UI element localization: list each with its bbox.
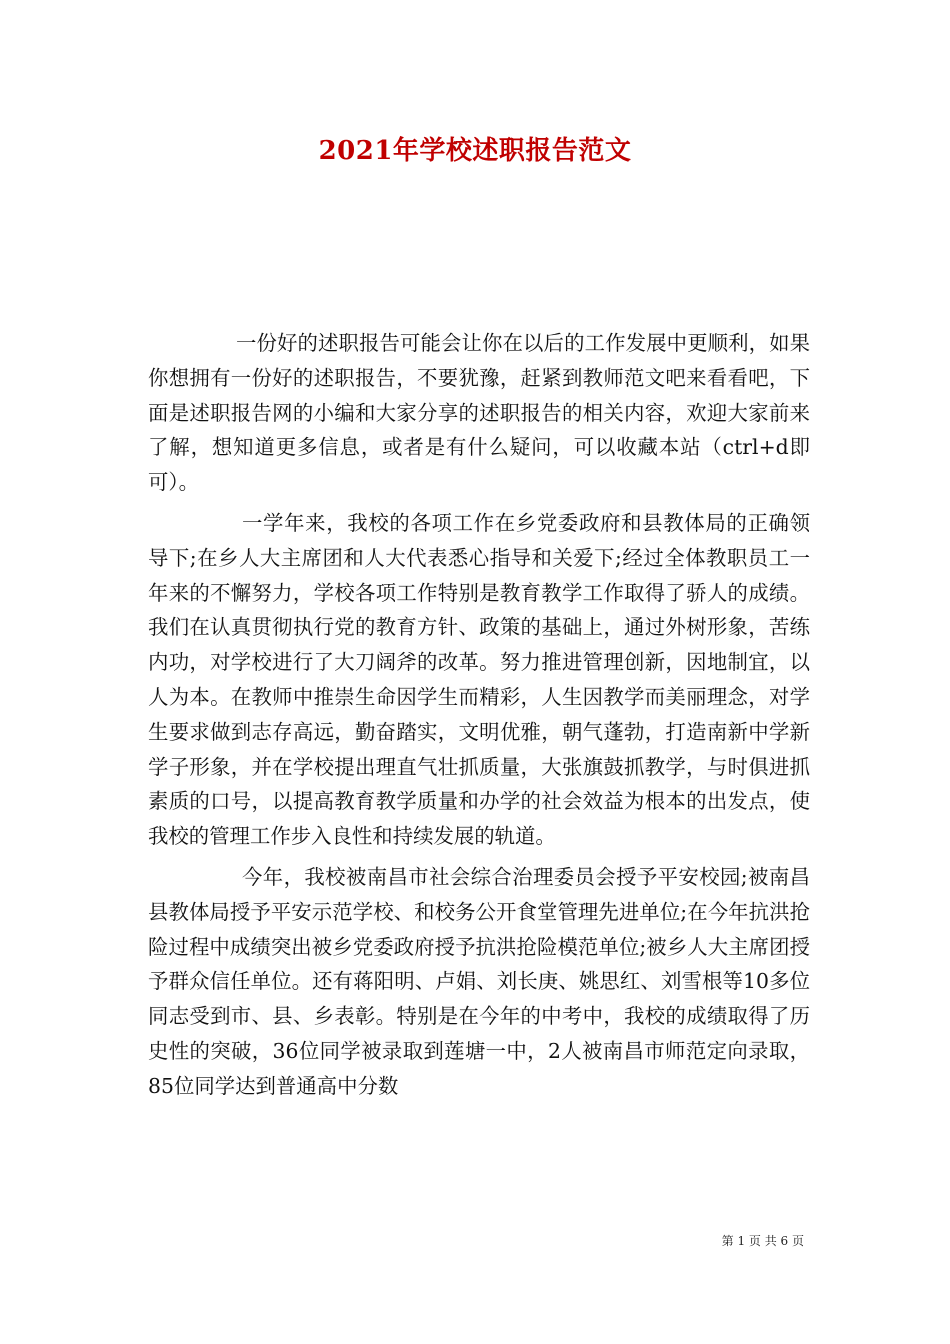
document-title: 2021年学校述职报告范文 [318, 136, 632, 166]
document-body [148, 326, 810, 1110]
paragraph-achievements: 今年，我校被南昌市社会综合治理委员会授予平安校园;被南昌县教体局授予平安示范学校、和校务公开食堂管理先进单位;在今年抗洪抢险过程中成绩突出被乡党委政府授予抗洪抢险模范单位;被乡人大主席团授予群众信任单位。还有蒋阳明、卢娟、刘长庚、姚思红、刘雪根等10多位同志受到市、县、乡表彰。特别是在今年的中考中，我校的成绩取得了历史性的突破，36位同学被录取到莲塘一中，2人被南昌市师范定向录取，85位同学达到普通高中分数 [148, 864, 810, 1098]
paragraph-intro: 一份好的述职报告可能会让你在以后的工作发展中更顺利，如果你想拥有一份好的述职报告，不要犹豫，赶紧到教师范文吧来看看吧，下面是述职报告网的小编和大家分享的述职报告的相关内容，欢迎大家前来了解，想知道更多信息，或者是有什么疑问，可以收藏本站（ctrl+d即可）。 [148, 331, 810, 495]
paragraph-work-summary: 一学年来，我校的各项工作在乡党委政府和县教体局的正确领导下;在乡人大主席团和人大代表悉心指导和关爱下;经过全体教职员工一年来的不懈努力，学校各项工作特别是教育教学工作取得了骄人的成绩。我们在认真贯彻执行党的教育方针、政策的基础上，通过外树形象，苦练内功，对学校进行了大刀阔斧的改革。努力推进管理创新，因地制宜，以人为本。在教师中推崇生命因学生而精彩，人生因教学而美丽理念，对学生要求做到志存高远，勤奋踏实，文明优雅，朝气蓬勃，打造南新中学新学子形象，并在学校提出理直气壮抓质量，大张旗鼓抓教学，与时俱进抓素质的口号，以提高教育教学质量和办学的社会效益为根本的出发点，使我校的管理工作步入良性和持续发展的轨道。 [148, 510, 810, 849]
page-number: 第 1 页 共 6 页 [721, 1234, 804, 1248]
